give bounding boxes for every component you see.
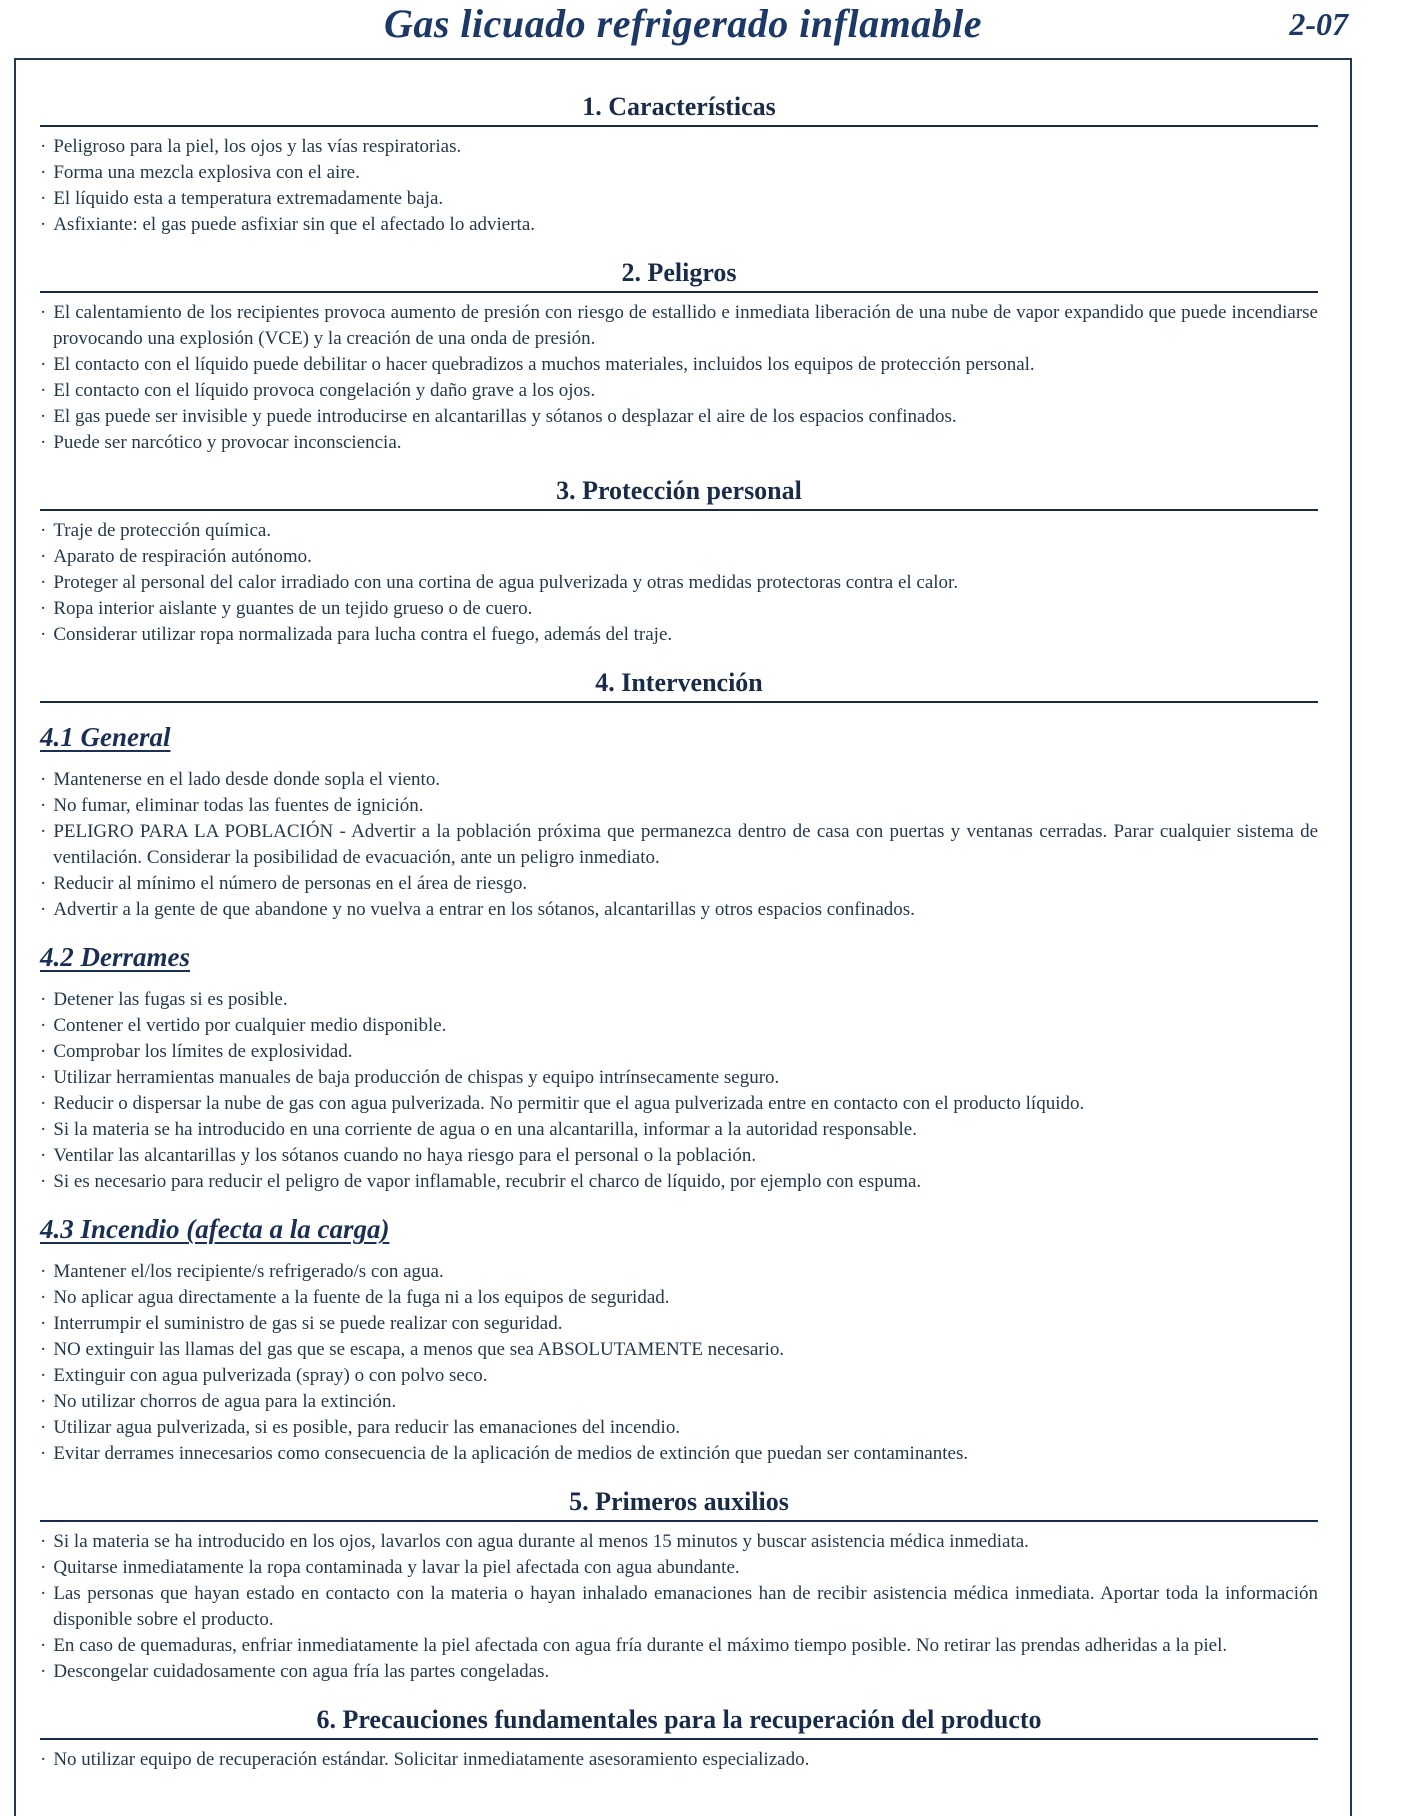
bullet-text: Aparato de respiración autónomo. [53,546,312,567]
bullet-text: Asfixiante: el gas puede asfixiar sin que el afectado lo advierta. [53,214,535,235]
section-heading: 1. Características [582,92,776,121]
bullet-dot: · [40,1635,47,1656]
bullet-text: Si es necesario para reducir el peligro de vapor inflamable, recubrir el charco de líquido, por ejemplo con espuma. [53,1171,922,1192]
bullet-item [40,1415,1318,1441]
subsection-heading: 4.1 General [40,722,171,752]
bullet-item [40,1747,1318,1773]
bullet-dot: · [40,1557,47,1578]
bullet-text: Contener el vertido por cualquier medio disponible. [53,1015,447,1036]
bullet-item [40,622,1318,648]
bullet-dot: · [40,1583,47,1604]
bullet-text: Si la materia se ha introducido en una corriente de agua o en una alcantarilla, informar a la autoridad responsable. [53,1119,917,1140]
bullet-item [40,430,1318,456]
bullet-text: El líquido esta a temperatura extremadamente baja. [53,188,444,209]
bullet-item [40,352,1318,378]
bullet-dot: · [40,406,47,427]
bullet-text: No utilizar equipo de recuperación estándar. Solicitar inmediatamente asesoramiento especializado. [53,1749,810,1770]
section [40,92,1318,238]
bullet-item [40,378,1318,404]
bullet-text: En caso de quemaduras, enfriar inmediatamente la piel afectada con agua fría durante el máximo tiempo posible. No retirar las prendas adheridas a la piel. [53,1635,1228,1656]
bullet-text: Utilizar herramientas manuales de baja producción de chispas y equipo intrínsecamente seguro. [53,1067,780,1088]
section-heading: 5. Primeros auxilios [569,1487,789,1516]
bullet-dot: · [40,1145,47,1166]
subsection-heading: 4.2 Derrames [40,942,190,972]
bullet-item [40,1389,1318,1415]
bullet-dot: · [40,1067,47,1088]
bullet-dot: · [40,795,47,816]
bullet-dot: · [40,302,47,323]
bullet-item [40,212,1318,238]
subsection-heading: 4.3 Incendio (afecta a la carga) [40,1214,390,1244]
bullet-item [40,596,1318,622]
bullet-dot: · [40,989,47,1010]
section [40,1487,1318,1685]
bullet-dot: · [40,1417,47,1438]
bullet-item [40,404,1318,430]
page-code: 2-07 [1289,6,1348,42]
bullet-text: Detener las fugas si es posible. [53,989,288,1010]
bullet-item [40,1441,1318,1467]
bullet-item [40,1065,1318,1091]
bullet-text: Evitar derrames innecesarios como consecuencia de la aplicación de medios de extinción que puedan ser contaminantes. [53,1443,969,1464]
bullet-text: NO extinguir las llamas del gas que se escapa, a menos que sea ABSOLUTAMENTE necesario. [53,1339,785,1360]
bullet-dot: · [40,1339,47,1360]
section-heading: 3. Protección personal [556,476,802,505]
bullet-dot: · [40,162,47,183]
bullet-text: Ropa interior aislante y guantes de un tejido grueso o de cuero. [53,598,533,619]
bullet-item [40,1013,1318,1039]
bullet-item [40,570,1318,596]
bullet-dot: · [40,624,47,645]
bullet-text: No utilizar chorros de agua para la extinción. [53,1391,397,1412]
page-title: Gas licuado refrigerado inflamable [383,1,983,46]
bullet-text: Ventilar las alcantarillas y los sótanos cuando no haya riesgo para el personal o la población. [53,1145,757,1166]
section-rule [40,701,1318,703]
card-header [14,0,1352,58]
content-box [14,58,1352,1816]
bullet-text: Considerar utilizar ropa normalizada para lucha contra el fuego, además del traje. [53,624,673,645]
bullet-text: Comprobar los límites de explosividad. [53,1041,353,1062]
bullet-text: Reducir o dispersar la nube de gas con agua pulverizada. No permitir que el agua pulverizada entre en contacto con el producto líquido. [53,1093,1085,1114]
bullet-item [40,1091,1318,1117]
bullet-item [40,518,1318,544]
section-heading: 6. Precauciones fundamentales para la recuperación del producto [316,1705,1042,1734]
bullet-text: Mantenerse en el lado desde donde sopla el viento. [53,769,441,790]
bullet-text: Puede ser narcótico y provocar inconsciencia. [53,432,402,453]
bullet-item [40,1117,1318,1143]
bullet-dot: · [40,1015,47,1036]
bullet-item [40,1259,1318,1285]
bullet-dot: · [40,821,47,842]
bullet-item [40,1169,1318,1195]
section [40,1705,1318,1773]
bullet-dot: · [40,136,47,157]
bullet-item [40,1311,1318,1337]
bullet-text: El contacto con el líquido provoca congelación y daño grave a los ojos. [53,380,596,401]
bullet-text: Peligroso para la piel, los ojos y las vías respiratorias. [53,136,462,157]
bullet-text: El gas puede ser invisible y puede introducirse en alcantarillas y sótanos o desplazar el aire de los espacios confinados. [53,406,957,427]
bullet-dot: · [40,1391,47,1412]
bullet-dot: · [40,769,47,790]
bullet-item [40,160,1318,186]
bullet-text: Utilizar agua pulverizada, si es posible, para reducir las emanaciones del incendio. [53,1417,681,1438]
bullet-dot: · [40,1313,47,1334]
bullet-dot: · [40,873,47,894]
bullet-text: Reducir al mínimo el número de personas en el área de riesgo. [53,873,528,894]
bullet-item [40,1659,1318,1685]
bullet-dot: · [40,1261,47,1282]
section [40,668,1318,1467]
bullet-dot: · [40,598,47,619]
bullet-item [40,1143,1318,1169]
section-rule [40,1738,1318,1740]
section-heading: 4. Intervención [595,668,763,697]
bullet-item [40,819,1318,871]
bullet-text: El contacto con el líquido puede debilitar o hacer quebradizos a muchos materiales, incluidos los equipos de protección personal. [53,354,1035,375]
bullet-dot: · [40,1749,47,1770]
bullet-text: No aplicar agua directamente a la fuente de la fuga ni a los equipos de seguridad. [53,1287,670,1308]
bullet-text: Advertir a la gente de que abandone y no vuelva a entrar en los sótanos, alcantarillas y otros espacios confinados. [53,899,915,920]
bullet-item [40,544,1318,570]
bullet-item [40,767,1318,793]
bullet-dot: · [40,432,47,453]
bullet-text: Proteger al personal del calor irradiado con una cortina de agua pulverizada y otras medidas protectoras contra el calor. [53,572,959,593]
bullet-item [40,897,1318,923]
bullet-item [40,1555,1318,1581]
bullet-dot: · [40,214,47,235]
bullet-dot: · [40,1041,47,1062]
bullet-text: Extinguir con agua pulverizada (spray) o con polvo seco. [53,1365,488,1386]
bullet-dot: · [40,380,47,401]
bullet-text: No fumar, eliminar todas las fuentes de ignición. [53,795,424,816]
bullet-item [40,1337,1318,1363]
bullet-dot: · [40,1171,47,1192]
bullet-item [40,1285,1318,1311]
section [40,258,1318,456]
bullet-text: Traje de protección química. [53,520,272,541]
section-heading: 2. Peligros [621,258,737,287]
bullet-dot: · [40,1287,47,1308]
bullet-dot: · [40,1661,47,1682]
bullet-item [40,1529,1318,1555]
section-rule [40,291,1318,293]
section [40,476,1318,648]
bullet-text: El calentamiento de los recipientes provoca aumento de presión con riesgo de estallido e inmediata liberación de una nube de vapor expandido que puede incendiarse provocando una explosión (VCE) y la creación de una onda de presión. [53,302,1318,349]
bullet-item [40,1633,1318,1659]
bullet-text: PELIGRO PARA LA POBLACIÓN - Advertir a la población próxima que permanezca dentro de casa con puertas y ventanas cerradas. Parar cualquier sistema de ventilación. Considerar la posibilidad de evacuación, ante un peligro inmediato. [53,821,1318,868]
bullet-item [40,186,1318,212]
bullet-text: Mantener el/los recipiente/s refrigerado/s con agua. [53,1261,444,1282]
bullet-dot: · [40,1093,47,1114]
bullet-dot: · [40,354,47,375]
bullet-item [40,1039,1318,1065]
section-rule [40,1520,1318,1522]
bullet-text: Quitarse inmediatamente la ropa contaminada y lavar la piel afectada con agua abundante. [53,1557,740,1578]
bullet-dot: · [40,1443,47,1464]
bullet-item [40,1363,1318,1389]
section-rule [40,509,1318,511]
bullet-item [40,1581,1318,1633]
bullet-text: Descongelar cuidadosamente con agua fría las partes congeladas. [53,1661,550,1682]
bullet-item [40,987,1318,1013]
bullet-dot: · [40,1531,47,1552]
bullet-item [40,793,1318,819]
bullet-dot: · [40,520,47,541]
bullet-dot: · [40,899,47,920]
bullet-dot: · [40,1119,47,1140]
bullet-item [40,134,1318,160]
bullet-text: Las personas que hayan estado en contacto con la materia o hayan inhalado emanaciones han de recibir asistencia médica inmediata. Aportar toda la información disponible sobre el producto. [53,1583,1318,1630]
bullet-text: Interrumpir el suministro de gas si se puede realizar con seguridad. [53,1313,563,1334]
bullet-item [40,300,1318,352]
section-rule [40,125,1318,127]
bullet-text: Forma una mezcla explosiva con el aire. [53,162,360,183]
bullet-dot: · [40,572,47,593]
bullet-text: Si la materia se ha introducido en los ojos, lavarlos con agua durante al menos 15 minutos y buscar asistencia médica inmediata. [53,1531,1029,1552]
bullet-dot: · [40,1365,47,1386]
bullet-dot: · [40,546,47,567]
bullet-dot: · [40,188,47,209]
bullet-item [40,871,1318,897]
